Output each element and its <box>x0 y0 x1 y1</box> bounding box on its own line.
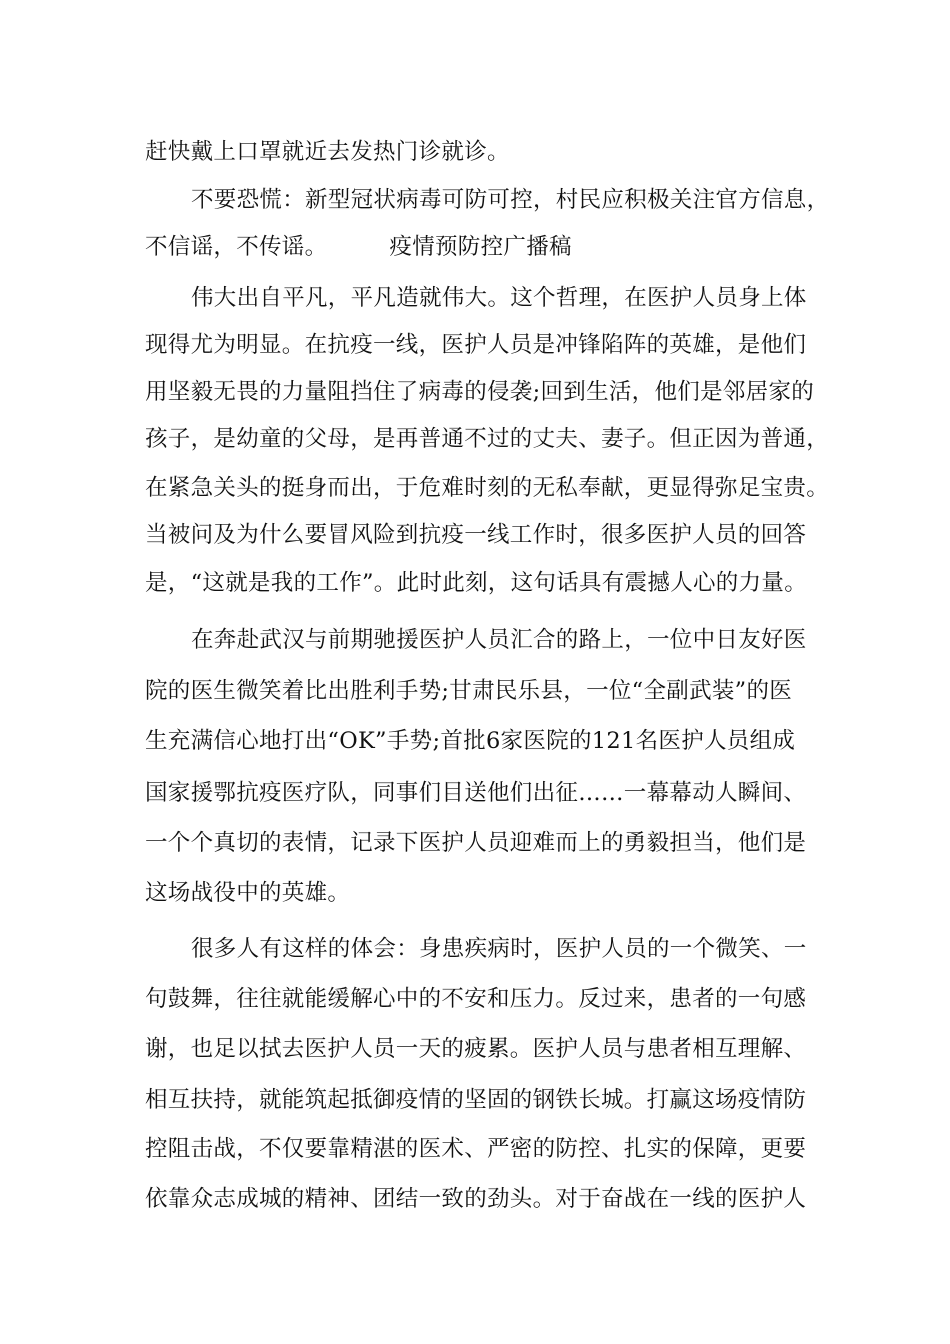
text-line: 依靠众志成城的精神、团结一致的劲头。对于奋战在一线的医护人 <box>145 1186 807 1212</box>
text-line: 相互扶持，就能筑起抵御疫情的坚固的钢铁长城。打赢这场疫情防 <box>145 1087 807 1113</box>
text-line <box>145 233 845 261</box>
text-line: 在紧急关头的挺身而出，于危难时刻的无私奉献，更显得弥足宝贵。 <box>145 475 830 501</box>
text-line: 院的医生微笑着比出胜利手势;甘肃民乐县，一位“全副武装”的医 <box>145 678 793 704</box>
text-line: 赶快戴上口罩就近去发热门诊就诊。 <box>145 139 510 165</box>
text-line: 谢，也足以拭去医护人员一天的疲累。医护人员与患者相互理解、 <box>145 1036 807 1062</box>
text-line: 国家援鄂抗疫医疗队，同事们目送他们出征……一幕幕动人瞬间、 <box>145 780 807 806</box>
text-line: 孩子，是幼童的父母，是再普通不过的丈夫、妻子。但正因为普通， <box>145 426 830 452</box>
text-line: 是，“这就是我的工作”。此时此刻，这句话具有震撼人心的力量。 <box>145 570 808 596</box>
text-line: 现得尤为明显。在抗疫一线，医护人员是冲锋陷阵的英雄，是他们 <box>145 332 807 358</box>
text-fragment: 不信谣，不传谣。 <box>145 234 328 260</box>
text-line: 控阻击战，不仅要靠精湛的医术、严密的防控、扎实的保障，更要 <box>145 1136 807 1162</box>
text-line: 用坚毅无畏的力量阻挡住了病毒的侵袭;回到生活，他们是邻居家的 <box>145 379 815 405</box>
text-line: 不要恐慌：新型冠状病毒可防可控，村民应积极关注官方信息， <box>191 187 830 213</box>
text-line: 这场战役中的英雄。 <box>145 880 351 906</box>
text-line: 很多人有这样的体会：身患疾病时，医护人员的一个微笑、一 <box>191 936 807 962</box>
section-title: 疫情预防控广播稿 <box>389 234 572 260</box>
text-line: 句鼓舞，往往就能缓解心中的不安和压力。反过来，患者的一句感 <box>145 986 807 1012</box>
text-line: 生充满信心地打出“OK”手势;首批6家医院的121名医护人员组成 <box>145 728 796 754</box>
text-line: 一个个真切的表情，记录下医护人员迎难而上的勇毅担当，他们是 <box>145 830 807 856</box>
text-line: 在奔赴武汉与前期驰援医护人员汇合的路上，一位中日友好医 <box>191 627 807 653</box>
text-line: 伟大出自平凡，平凡造就伟大。这个哲理，在医护人员身上体 <box>191 285 807 311</box>
text-line: 当被问及为什么要冒风险到抗疫一线工作时，很多医护人员的回答 <box>145 522 807 548</box>
